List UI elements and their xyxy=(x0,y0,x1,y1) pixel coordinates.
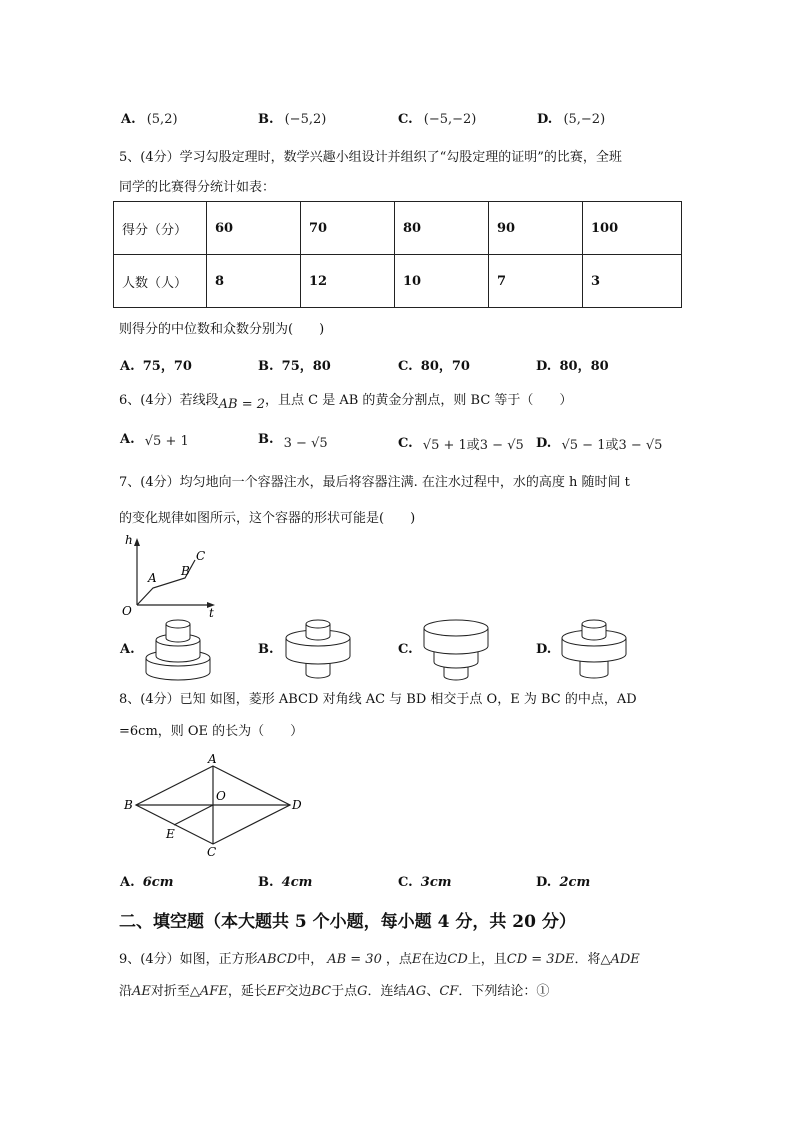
q5-stem-line2: 同学的比赛得分统计如表： xyxy=(119,180,276,195)
option-value: 3 − √5 xyxy=(283,436,328,451)
math: △ADE xyxy=(600,952,640,967)
option-value: √5 + 1 xyxy=(144,434,189,449)
fig-label-c: C xyxy=(207,845,217,859)
table-cell: 得分（分） xyxy=(114,202,207,255)
q5-option-b xyxy=(258,355,331,374)
table-row xyxy=(114,202,682,255)
graph-label-t: t xyxy=(209,606,214,620)
option-letter: B. xyxy=(258,359,274,374)
graph-label-a: A xyxy=(148,571,157,585)
q4-option-a xyxy=(121,108,178,127)
option-letter: B. xyxy=(258,432,274,447)
text: ，点 xyxy=(385,952,412,967)
container-d xyxy=(558,618,630,682)
q5-option-a xyxy=(120,355,192,374)
math: BC xyxy=(311,984,332,999)
q8-option-d xyxy=(536,875,590,890)
math: CD = 3DE xyxy=(506,952,575,967)
option-letter: A. xyxy=(120,359,135,374)
option-letter: C. xyxy=(398,875,413,890)
q7-stem-line1: 7、(4分）均匀地向一个容器注水，最后将容器注满. 在注水过程中，水的高度 h 随时间 t xyxy=(119,475,630,490)
table-cell: 60 xyxy=(207,202,301,255)
text: ，延长 xyxy=(227,984,267,999)
q6-stem-math: AB = 2 xyxy=(218,397,265,412)
q7-option-c-letter: C. xyxy=(398,642,413,657)
q7-stem-line2: 的变化规律如图所示，这个容器的形状可能是( ) xyxy=(119,511,416,526)
q4-option-c-letter: C. xyxy=(398,112,413,127)
q8-option-a xyxy=(120,875,173,890)
graph-label-h: h xyxy=(125,533,133,547)
text: 交边 xyxy=(285,984,312,999)
table-cell: 3 xyxy=(583,255,682,308)
option-value: 80，70 xyxy=(420,359,470,374)
q8-option-b xyxy=(258,875,312,890)
q6-stem-post: ，且点 C 是 AB 的黄金分割点，则 BC 等于（ ） xyxy=(265,393,573,408)
fig-label-o: O xyxy=(216,789,226,803)
option-value: √5 − 1或3 − √5 xyxy=(561,438,663,453)
fig-label-a: A xyxy=(208,752,217,766)
math: G xyxy=(357,984,368,999)
option-letter: D. xyxy=(536,436,552,451)
math: E xyxy=(411,952,422,967)
option-letter: D. xyxy=(536,359,552,374)
q5-question: 则得分的中位数和众数分别为( ) xyxy=(119,322,325,337)
text: 在边 xyxy=(421,952,448,967)
q8-option-c xyxy=(398,875,452,890)
q6-stem xyxy=(119,389,573,412)
table-cell: 10 xyxy=(395,255,489,308)
option-letter: B. xyxy=(258,875,274,890)
q4-option-b-value: (−5,2) xyxy=(284,112,327,127)
option-value: 4cm xyxy=(281,875,313,890)
text: 上，且 xyxy=(467,952,507,967)
option-value: 80，80 xyxy=(559,359,609,374)
q6-stem-pre: 6、(4分）若线段 xyxy=(119,393,219,408)
option-letter: A. xyxy=(120,432,135,447)
section-heading: 二、填空题（本大题共 5 个小题，每小题 4 分，共 20 分） xyxy=(119,912,576,932)
text: 沿 xyxy=(119,984,133,999)
q4-option-b xyxy=(258,108,326,127)
text: 9、(4分）如图，正方形 xyxy=(119,952,258,967)
math: CF xyxy=(439,984,459,999)
q4-option-c-value: (−5,−2) xyxy=(423,112,477,127)
q6-option-c xyxy=(398,432,524,451)
option-value: 3cm xyxy=(420,875,452,890)
graph-label-c: C xyxy=(196,549,206,563)
math: ABCD xyxy=(257,952,298,967)
text: 对折至 xyxy=(150,984,190,999)
q7-option-d-letter: D. xyxy=(536,642,552,657)
q8-stem-line1: 8、(4分）已知 如图，菱形 ABCD 对角线 AC 与 BD 相交于点 O，E 为 BC 的中点，AD xyxy=(119,692,637,707)
option-letter: C. xyxy=(398,436,413,451)
q5-option-c xyxy=(398,355,470,374)
q6-option-b xyxy=(258,432,328,451)
math: AE xyxy=(132,984,151,999)
table-cell: 12 xyxy=(301,255,395,308)
q4-option-c xyxy=(398,108,476,127)
q7-option-a-letter: A. xyxy=(120,642,135,657)
segment-oe xyxy=(174,805,213,825)
graph-y-arrow xyxy=(134,538,140,546)
option-value: 75，80 xyxy=(281,359,331,374)
fig-label-e: E xyxy=(166,827,175,841)
text: ．将 xyxy=(574,952,601,967)
fig-label-d: D xyxy=(292,798,302,812)
q6-option-a xyxy=(120,432,189,447)
fig-label-b: B xyxy=(124,798,133,812)
text: 于点 xyxy=(331,984,358,999)
q4-option-b-letter: B. xyxy=(258,112,274,127)
text: ．连结 xyxy=(367,984,407,999)
score-table xyxy=(113,201,682,308)
q9-line2 xyxy=(119,980,549,999)
container-b xyxy=(282,618,354,682)
q5-stem-line1: 5、(4分）学习勾股定理时，数学兴趣小组设计并组织了“勾股定理的证明”的比赛，全班 xyxy=(119,150,622,165)
graph-label-o: O xyxy=(122,604,132,618)
math: EF xyxy=(266,984,286,999)
water-level-graph xyxy=(115,530,225,620)
table-row xyxy=(114,255,682,308)
graph-label-b: B xyxy=(181,564,190,578)
text: ．下列结论：① xyxy=(458,984,550,999)
container-a xyxy=(142,618,214,682)
q4-option-a-value: (5,2) xyxy=(146,112,178,127)
table-cell: 7 xyxy=(489,255,583,308)
q4-option-d-value: (5,−2) xyxy=(563,112,606,127)
text: 、 xyxy=(426,984,440,999)
table-cell: 8 xyxy=(207,255,301,308)
option-letter: A. xyxy=(120,875,135,890)
table-cell: 70 xyxy=(301,202,395,255)
q4-option-d xyxy=(537,108,605,127)
q7-option-b-letter: B. xyxy=(258,642,274,657)
option-value: √5 + 1或3 − √5 xyxy=(422,438,524,453)
table-cell: 90 xyxy=(489,202,583,255)
text: 中， xyxy=(297,952,324,967)
q9-line1 xyxy=(119,948,640,967)
q6-option-d xyxy=(536,432,662,451)
table-cell: 人数（人） xyxy=(114,255,207,308)
table-cell: 100 xyxy=(583,202,682,255)
math: AB = 30 xyxy=(327,952,382,967)
math: CD xyxy=(447,952,468,967)
table-cell: 80 xyxy=(395,202,489,255)
q4-option-d-letter: D. xyxy=(537,112,553,127)
math: AG xyxy=(406,984,427,999)
option-value: 75，70 xyxy=(142,359,192,374)
option-value: 2cm xyxy=(559,875,591,890)
math: △AFE xyxy=(189,984,228,999)
option-value: 6cm xyxy=(142,875,174,890)
option-letter: C. xyxy=(398,359,413,374)
q5-option-d xyxy=(536,355,609,374)
q8-stem-line2: =6cm，则 OE 的长为（ ） xyxy=(119,724,304,739)
option-letter: D. xyxy=(536,875,552,890)
container-c xyxy=(420,618,492,682)
rhombus-figure xyxy=(118,750,308,860)
q4-option-a-letter: A. xyxy=(121,112,136,127)
